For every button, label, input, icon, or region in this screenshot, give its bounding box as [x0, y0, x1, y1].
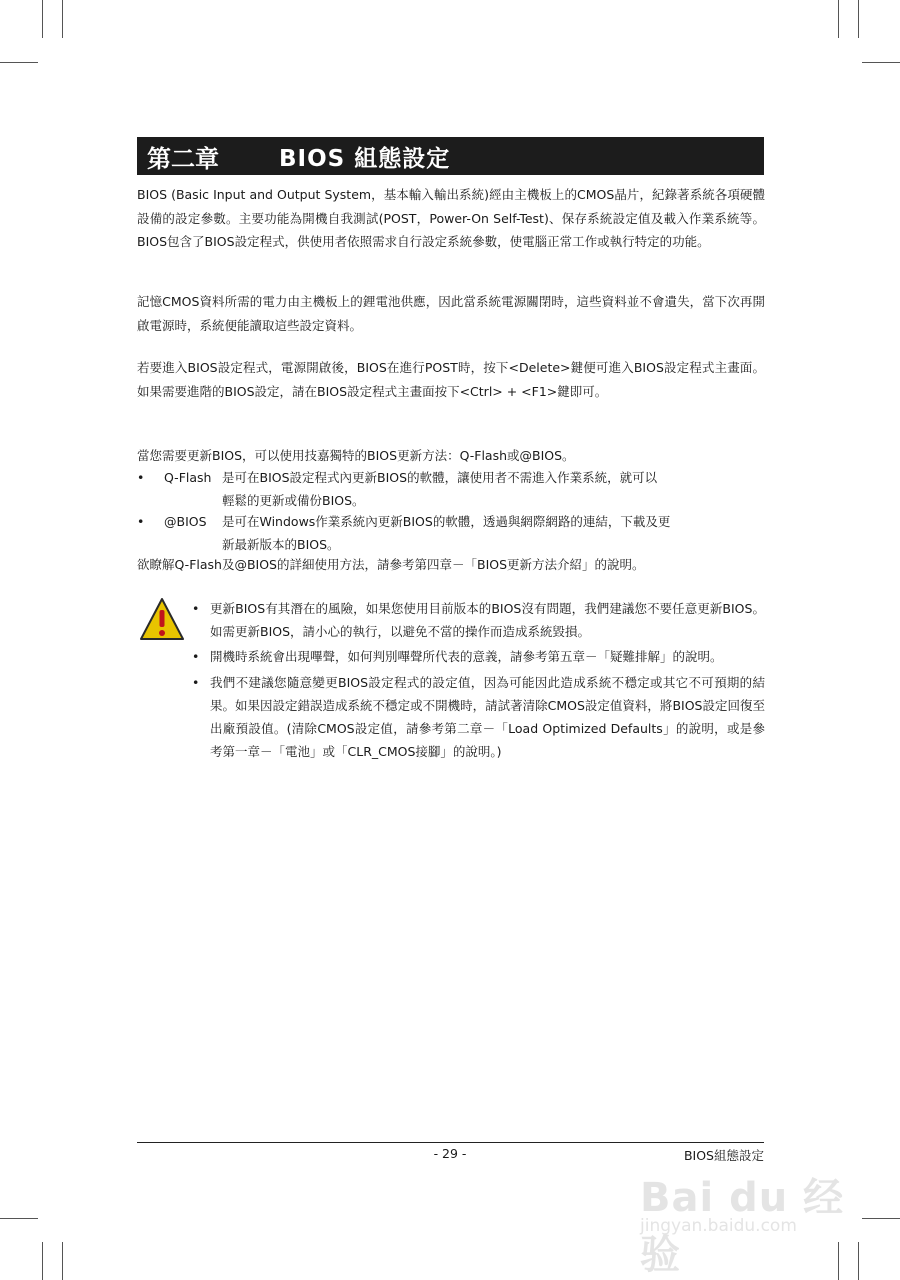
method-term: Q-Flash [164, 470, 212, 485]
watermark-logo: Bai du 经验 [640, 1175, 845, 1278]
crop-mark [862, 1218, 900, 1219]
paragraph-update-methods: 當您需要更新BIOS，可以使用技嘉獨特的BIOS更新方法：Q-Flash或@BIOS。 [137, 448, 575, 463]
crop-mark [0, 1218, 38, 1219]
method-description-line: 輕鬆的更新或備份BIOS。 [222, 493, 365, 508]
chapter-heading [137, 137, 764, 175]
bullet: • [192, 601, 200, 616]
crop-mark [42, 0, 43, 38]
warning-triangle-icon [139, 597, 185, 641]
watermark-url: jingyan.baidu.com [640, 1216, 797, 1236]
page-number: - 29 - [433, 1146, 467, 1161]
crop-mark [862, 62, 900, 63]
bullet: • [192, 674, 200, 690]
warning-note-text: 更新BIOS有其潛在的風險，如果您使用目前版本的BIOS沒有問題，我們建議您不要任意更新BIOS。如需更新BIOS，請小心的執行，以避免不當的操作而造成系統毀損。 [210, 601, 765, 640]
bullet: • [137, 470, 145, 485]
warning-note [190, 597, 765, 643]
paragraph-refer: 欲瞭解Q-Flash及@BIOS的詳細使用方法，請參考第四章－「BIOS更新方法介紹」的說明。 [137, 557, 645, 572]
paragraph-cmos-battery: 記憶CMOS資料所需的電力由主機板上的鋰電池供應，因此當系統電源關閉時，這些資料並不會遺失，當下次再開啟電源時，系統便能讀取這些設定資料。 [137, 294, 765, 333]
method-term: @BIOS [164, 514, 207, 529]
warning-note [190, 645, 765, 668]
crop-mark [838, 0, 839, 38]
bullet: • [192, 649, 200, 665]
paragraph-bios-intro: BIOS (Basic Input and Output System，基本輸入輸出系統)經由主機板上的CMOS晶片，紀錄著系統各項硬體設備的設定參數。主要功能為開機自我測試(POST，Power-On Self-Test)、保存系統設定值及載入作業系統等。BIOS包含了BIOS設定程式，供使用者依照需求自行設定系統參數，使電腦正常工作或執行特定的功能。 [137, 187, 765, 249]
warning-notes [190, 597, 765, 763]
crop-mark [858, 1242, 859, 1280]
paragraph-enter-setup: 若要進入BIOS設定程式，電源開啟後，BIOS在進行POST時，按下<Delete>鍵便可進入BIOS設定程式主畫面。如果需要進階的BIOS設定，請在BIOS設定程式主畫面按下<Ctrl> + <F1>鍵即可。 [137, 360, 765, 399]
method-description [222, 466, 742, 512]
crop-mark [62, 1242, 63, 1280]
method-description-line: 新最新版本的BIOS。 [222, 537, 340, 552]
watermark [636, 1166, 856, 1278]
crop-mark [62, 0, 63, 38]
footer-section-title: BIOS組態設定 [683, 1148, 764, 1163]
method-description-line: 是可在BIOS設定程式內更新BIOS的軟體，讓使用者不需進入作業系統，就可以 [222, 470, 658, 485]
method-description [222, 510, 742, 556]
list-item-qflash [137, 466, 765, 512]
footer-divider [137, 1142, 764, 1143]
bullet: • [137, 514, 145, 529]
list-item-atbios [137, 510, 765, 556]
refer-paragraph-block [137, 553, 765, 577]
method-description-line: 是可在Windows作業系統內更新BIOS的軟體，透過與網際網路的連結，下載及更 [222, 514, 671, 529]
intro-paragraph-block [137, 183, 765, 254]
setup-paragraph-block [137, 356, 765, 403]
chapter-title: BIOS 組態設定 [279, 145, 451, 172]
crop-mark [0, 62, 38, 63]
chapter-number: 第二章 [147, 143, 219, 173]
warning-note-text: 開機時系統會出現嗶聲，如何判別嗶聲所代表的意義，請參考第五章－「疑難排解」的說明。 [210, 649, 723, 665]
crop-mark [42, 1242, 43, 1280]
crop-mark [858, 0, 859, 38]
update-paragraph-block [137, 444, 765, 468]
warning-note-text: 我們不建議您隨意變更BIOS設定程式的設定值，因為可能因此造成系統不穩定或其它不可預期的結果。如果因設定錯誤造成系統不穩定或不開機時，請試著清除CMOS設定值資料，將BIOS設定回復至出廠預設值。(清除CMOS設定值，請參考第二章－「Load Optimized Defaults」的說明，或是參考第一章－「電池」或「CLR_CMOS接腳」的說明。) [210, 674, 765, 760]
cmos-paragraph-block [137, 290, 765, 337]
warning-note [190, 671, 765, 764]
